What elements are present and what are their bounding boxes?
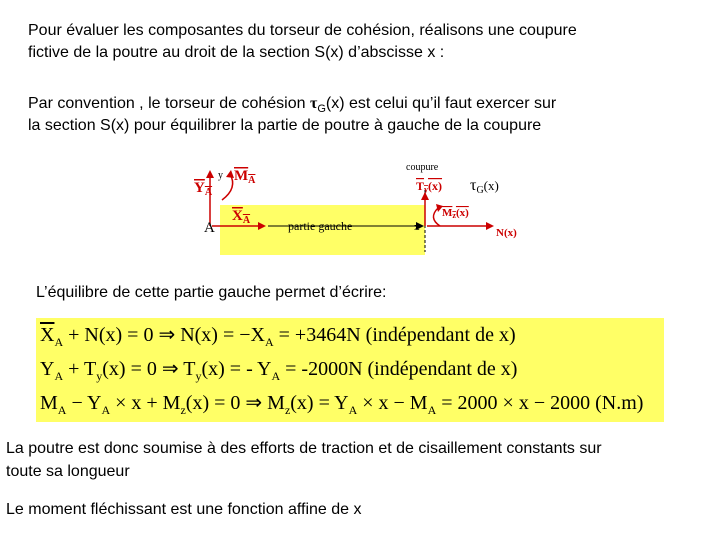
- ma-arrowhead: [226, 170, 234, 178]
- equation-2: [40, 356, 517, 384]
- ya-arrowhead: [206, 170, 214, 178]
- eq3-part-b: × x + M: [110, 392, 181, 414]
- eq2-ty-sub-2: y: [195, 369, 202, 383]
- eq2-ya: Y: [40, 358, 55, 380]
- tau-symbol: τ: [309, 95, 318, 112]
- eq3-ya-sub-2: A: [348, 403, 358, 417]
- convention-text-pre: Par convention , le torseur de cohésion: [28, 95, 310, 112]
- conclusion-line-1: La poutre est donc soumise à des efforts de traction et de cisaillement constants sur: [6, 440, 602, 457]
- equation-1: [40, 322, 516, 350]
- eq3-part-d: (x) = Y: [290, 392, 349, 414]
- eq1-part-b: = +3464N (indépendant de x): [273, 324, 516, 346]
- final-line: Le moment fléchissant est une fonction affine de x: [6, 501, 362, 518]
- label-x: x: [414, 221, 420, 233]
- eq3-part-c: (x) = 0 ⇒ M: [185, 392, 285, 414]
- eq2-ya-sub: A: [54, 369, 64, 383]
- eq3-part-e: × x − M: [357, 392, 428, 414]
- label-ty: Ty(x): [416, 179, 443, 194]
- eq3-ma-sub: A: [57, 403, 67, 417]
- label-tau-g: τG(x): [470, 177, 499, 196]
- label-mz: Mz(x): [442, 207, 469, 220]
- eq1-part-a: + N(x) = 0 ⇒ N(x) = −X: [63, 324, 265, 346]
- equation-3: [40, 390, 643, 418]
- eq1-xa-sub: A: [54, 335, 64, 349]
- label-ya: $Y_A$: [194, 180, 213, 198]
- eq3-mz-sub-2: z: [284, 403, 291, 417]
- beam-cut-diagram: [190, 160, 550, 256]
- label-ma: $M_A$: [234, 168, 256, 186]
- eq2-ya-sub-2: A: [271, 369, 281, 383]
- label-y-axis: y: [218, 170, 223, 181]
- conclusion-line-2: toute sa longueur: [6, 463, 130, 480]
- eq2-part-d: = -2000N (indépendant de x): [280, 358, 518, 380]
- label-xa: $X_A$: [232, 208, 251, 226]
- eq2-part-a: + T: [63, 358, 97, 380]
- equilibrium-intro: L’équilibre de cette partie gauche permet d’écrire:: [36, 284, 387, 301]
- label-a: A: [204, 220, 215, 236]
- eq3-part-a: − Y: [66, 392, 102, 414]
- ma-moment-arc: [222, 174, 233, 200]
- equations-box: [36, 318, 664, 422]
- eq3-ya-sub: A: [101, 403, 111, 417]
- eq3-ma: M: [40, 392, 58, 414]
- eq1-xa-sub-2: A: [264, 335, 274, 349]
- intro-line-2: fictive de la poutre au droit de la section S(x) d’abscisse x :: [28, 44, 445, 61]
- convention-line-2: la section S(x) pour équilibrer la partie de poutre à gauche de la coupure: [28, 117, 542, 134]
- eq3-mz-sub: z: [180, 403, 186, 417]
- eq3-part-f: = 2000 × x − 2000 (N.m): [436, 392, 644, 414]
- label-nx: N(x): [496, 227, 517, 239]
- n-arrowhead: [486, 222, 494, 230]
- eq2-part-c: (x) = - Y: [201, 358, 272, 380]
- eq2-part-b: (x) = 0 ⇒ T: [102, 358, 196, 380]
- tau-subscript: G: [317, 103, 326, 116]
- label-partie-gauche: partie gauche: [288, 219, 353, 233]
- intro-line-1: Pour évaluer les composantes du torseur de cohésion, réalisons une coupure: [28, 22, 577, 39]
- eq3-ma-sub-2: A: [427, 403, 437, 417]
- eq1-xa: $\overline{X}$: [40, 324, 55, 346]
- label-coupure: coupure: [406, 162, 439, 173]
- convention-text-post: (x) est celui qu’il faut exercer sur: [325, 95, 557, 112]
- eq2-ty-sub: y: [96, 369, 103, 383]
